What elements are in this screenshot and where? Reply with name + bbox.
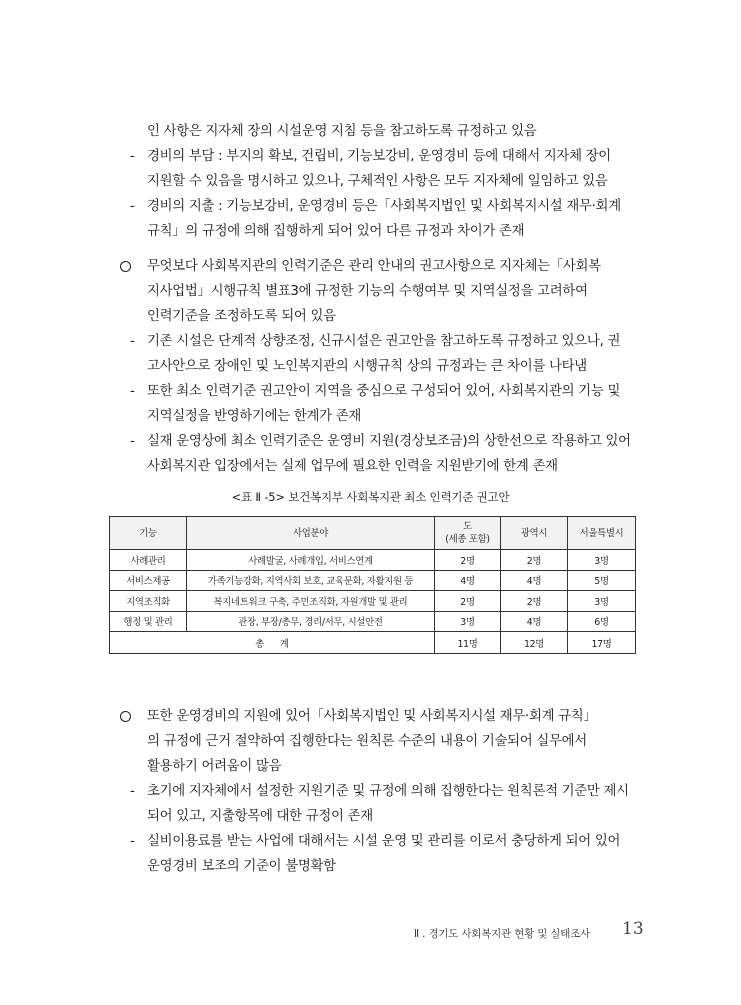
text-line: 인력기준을 조정하도록 되어 있음 (147, 309, 336, 324)
text-line: 인 사항은 지자체 장의 시설운영 지침 등을 참고하도록 규정하고 있음 (147, 124, 537, 139)
header-province-line1: 도 (463, 521, 472, 532)
text-line: 실비이용료를 받는 사업에 대해서는 시설 운영 및 관리를 이로서 충당하게 되어 있어 (147, 834, 621, 849)
header-province-line2: (세종 포함) (445, 534, 490, 545)
text-line: 되어 있고, 지출항목에 대한 규정이 존재 (147, 809, 373, 824)
text-line: 고사안으로 장애인 및 노인복지관의 시행규칙 상의 규정과는 큰 차이를 나타냄 (147, 359, 587, 374)
text-line: 지원할 수 있음을 명시하고 있으나, 구체적인 사항은 모두 지자체에 일임하고 있음 (147, 174, 608, 189)
cell-province: 2명 (435, 550, 501, 571)
cell-function: 지역조직화 (110, 591, 187, 612)
cell-seoul: 3명 (568, 550, 636, 571)
text-line: 사회복지관 입장에서는 실제 업무에 필요한 인력을 지원받기에 한계 존재 (147, 459, 558, 474)
cell-area: 복지네트워크 구축, 주민조직화, 자원개발 및 관리 (187, 591, 435, 612)
cell-seoul: 6명 (568, 611, 636, 632)
cell-province: 4명 (435, 570, 501, 591)
text-line: 규칙」의 규정에 의해 집행하게 되어 있어 다른 규정과 차이가 존재 (147, 224, 525, 239)
header-area: 사업분야 (187, 517, 435, 550)
cell-function: 사례관리 (110, 550, 187, 571)
text-line: 실재 운영상에 최소 인력기준은 운영비 지원(경상보조금)의 상한선으로 작용하고 있어 (147, 434, 631, 449)
text-line: 초기에 지자체에서 설정한 지원기준 및 규정에 의해 집행한다는 원칙론적 기준만 제시 (147, 784, 629, 799)
cell-metro: 4명 (501, 570, 568, 591)
cell-seoul: 5명 (568, 570, 636, 591)
total-province: 11명 (435, 632, 501, 654)
dash-marker: - (130, 434, 135, 449)
cell-area: 사례발굴, 사례개입, 서비스연계 (187, 550, 435, 571)
table-row (110, 591, 636, 612)
text-line: 또한 운영경비의 지원에 있어「사회복지법인 및 사회복지시설 재무·회계 규칙」 (147, 709, 597, 724)
text-line: 지역실정을 반영하기에는 한계가 존재 (147, 409, 362, 424)
table-row (110, 550, 636, 571)
page-number: 13 (622, 919, 644, 939)
dash-marker: - (130, 384, 135, 399)
chapter-footer: Ⅱ . 경기도 사회복지관 현황 및 실태조사 (414, 928, 591, 940)
dash-marker: - (130, 149, 135, 164)
text-line: 기존 시설은 단계적 상향조정, 신규시설은 권고안을 참고하도록 규정하고 있으나, 권 (147, 334, 621, 349)
dash-marker: - (130, 199, 135, 214)
header-function: 기능 (110, 517, 187, 550)
table-header-row (110, 517, 636, 550)
cell-function: 행정 및 관리 (110, 611, 187, 632)
text-line: 또한 최소 인력기준 권고안이 지역을 중심으로 구성되어 있어, 사회복지관의 기능 및 (147, 384, 621, 399)
table-caption: <표 Ⅱ -5> 보건복지부 사회복지관 최소 인력기준 권고안 (231, 490, 510, 504)
text-line: 경비의 지출 : 기능보강비, 운영경비 등은「사회복지법인 및 사회복지시설 재무·회계 (147, 199, 621, 214)
text-line: 운영경비 보조의 기준이 불명확함 (147, 859, 336, 874)
header-province (435, 517, 501, 550)
dash-marker: - (130, 784, 135, 799)
table-total-row (110, 632, 636, 654)
text-line: 경비의 부담 : 부지의 확보, 건립비, 기능보강비, 운영경비 등에 대해서 지자체 장이 (147, 149, 611, 164)
dash-marker: - (130, 834, 135, 849)
total-seoul: 17명 (568, 632, 636, 654)
text-line: 지사업법」시행규칙 별표3에 규정한 기능의 수행여부 및 지역실정을 고려하여 (147, 284, 588, 299)
total-label: 총 계 (110, 632, 435, 654)
header-metro: 광역시 (501, 517, 568, 550)
staffing-table (109, 516, 636, 654)
table-row (110, 611, 636, 632)
cell-province: 3명 (435, 611, 501, 632)
cell-seoul: 3명 (568, 591, 636, 612)
cell-metro: 4명 (501, 611, 568, 632)
text-line: 무엇보다 사회복지관의 인력기준은 관리 안내의 권고사항으로 지자체는「사회복 (147, 259, 601, 274)
cell-function: 서비스제공 (110, 570, 187, 591)
cell-metro: 2명 (501, 591, 568, 612)
circle-bullet-icon (120, 261, 131, 272)
total-metro: 12명 (501, 632, 568, 654)
cell-area: 관장, 부장/총무, 경리/서무, 시설안전 (187, 611, 435, 632)
header-seoul: 서울특별시 (568, 517, 636, 550)
cell-area: 가족기능강화, 지역사회 보호, 교육문화, 자활지원 등 (187, 570, 435, 591)
text-line: 활용하기 어려움이 많음 (147, 759, 282, 774)
table-row (110, 570, 636, 591)
circle-bullet-icon (120, 711, 131, 722)
dash-marker: - (130, 334, 135, 349)
cell-metro: 2명 (501, 550, 568, 571)
text-line: 의 규정에 근거 절약하여 집행한다는 원칙론 수준의 내용이 기술되어 실무에서 (147, 734, 587, 749)
cell-province: 2명 (435, 591, 501, 612)
